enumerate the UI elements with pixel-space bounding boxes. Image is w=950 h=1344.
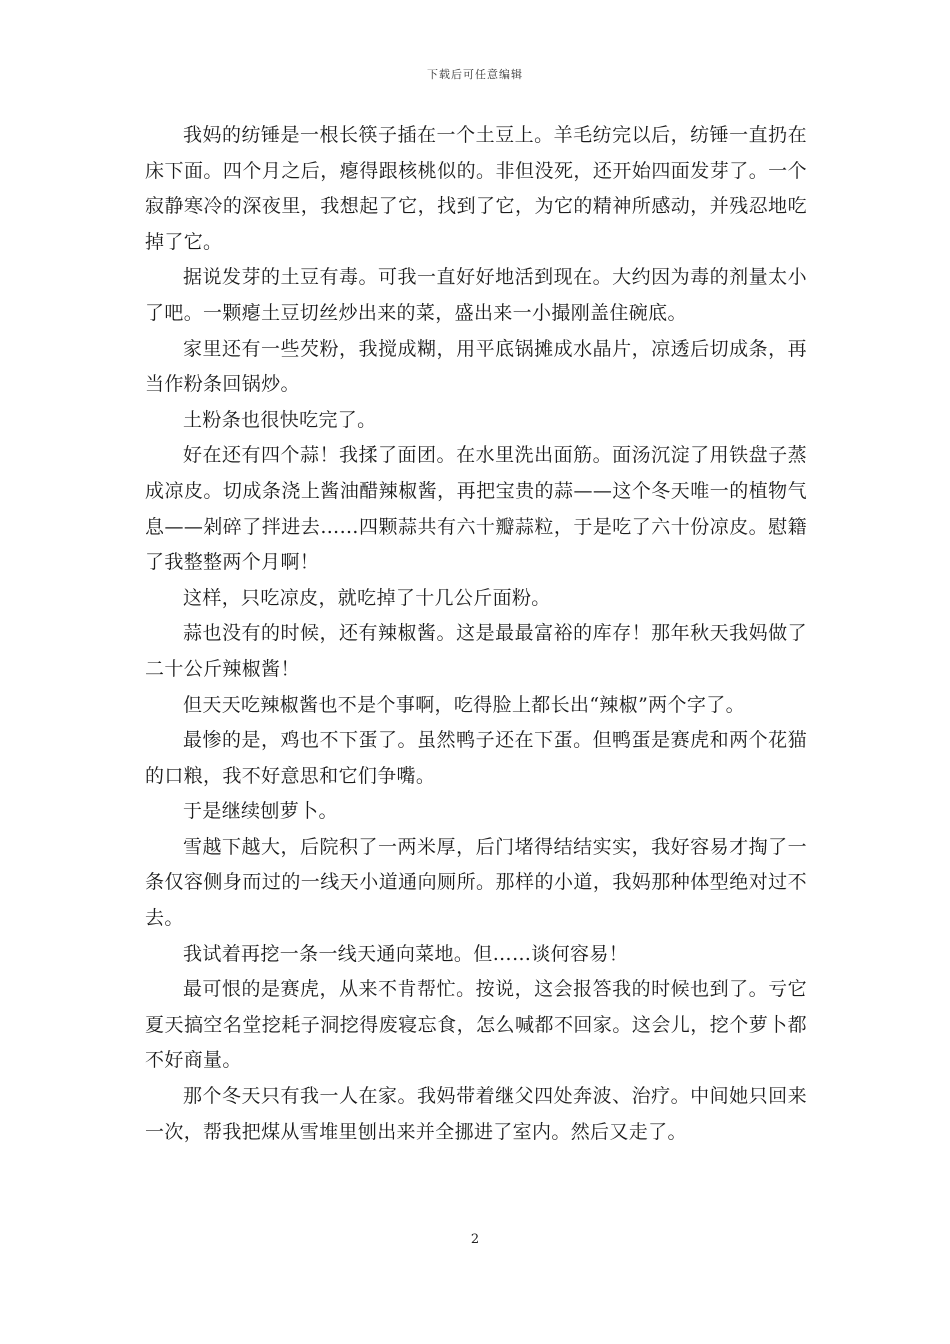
- paragraph: 据说发芽的土豆有毒。可我一直好好地活到现在。大约因为毒的剂量太小了吧。一颗瘪土豆切丝炒出来的菜，盛出来一小撮刚盖住碗底。: [145, 266, 807, 324]
- paragraph: 最可恨的是赛虎，从来不肯帮忙。按说，这会报答我的时候也到了。亏它夏天搞空名堂挖耗子洞挖得废寝忘食，怎么喊都不回家。这会儿，挖个萝卜都不好商量。: [145, 978, 807, 1072]
- document-body: [145, 118, 807, 1150]
- paragraph: 但天天吃辣椒酱也不是个事啊，吃得脸上都长出“辣椒”两个字了。: [183, 693, 745, 716]
- paragraph: 我妈的纺锤是一根长筷子插在一个土豆上。羊毛纺完以后，纺锤一直扔在床下面。四个月之后，瘪得跟核桃似的。非但没死，还开始四面发芽了。一个寂静寒冷的深夜里，我想起了它，找到了它，为它的精神所感动，并残忍地吃掉了它。: [145, 124, 807, 253]
- page-number: 2: [470, 1232, 480, 1247]
- paragraph: 那个冬天只有我一人在家。我妈带着继父四处奔波、治疗。中间她只回来一次，帮我把煤从雪堆里刨出来并全挪进了室内。然后又走了。: [145, 1085, 807, 1143]
- paragraph: 土粉条也很快吃完了。: [183, 408, 377, 431]
- paragraph: 于是继续刨萝卜。: [183, 800, 338, 823]
- paragraph: 好在还有四个蒜！我揉了面团。在水里洗出面筋。面汤沉淀了用铁盘子蒸成凉皮。切成条浇上酱油醋辣椒酱，再把宝贵的蒜——这个冬天唯一的植物气息——剁碎了拌进去……四颗蒜共有六十瓣蒜粒，于是吃了六十份凉皮。慰籍了我整整两个月啊！: [145, 444, 807, 574]
- page-header: 下载后可任意编辑: [427, 68, 523, 81]
- paragraph: 最惨的是，鸡也不下蛋了。虽然鸭子还在下蛋。但鸭蛋是赛虎和两个花猫的口粮，我不好意思和它们争嘴。: [145, 729, 807, 787]
- paragraph: 家里还有一些芡粉，我搅成糊，用平底锅摊成水晶片，凉透后切成条，再当作粉条回锅炒。: [145, 337, 807, 396]
- paragraph: 这样，只吃凉皮，就吃掉了十几公斤面粉。: [183, 586, 551, 609]
- paragraph: 雪越下越大，后院积了一两米厚，后门堵得结结实实，我好容易才掏了一条仅容侧身而过的一线天小道通向厕所。那样的小道，我妈那种体型绝对过不去。: [145, 835, 807, 930]
- paragraph: 我试着再挖一条一线天通向菜地。但……谈何容易！: [183, 942, 629, 965]
- paragraph: 蒜也没有的时候，还有辣椒酱。这是最最富裕的库存！那年秋天我妈做了二十公斤辣椒酱！: [145, 622, 807, 680]
